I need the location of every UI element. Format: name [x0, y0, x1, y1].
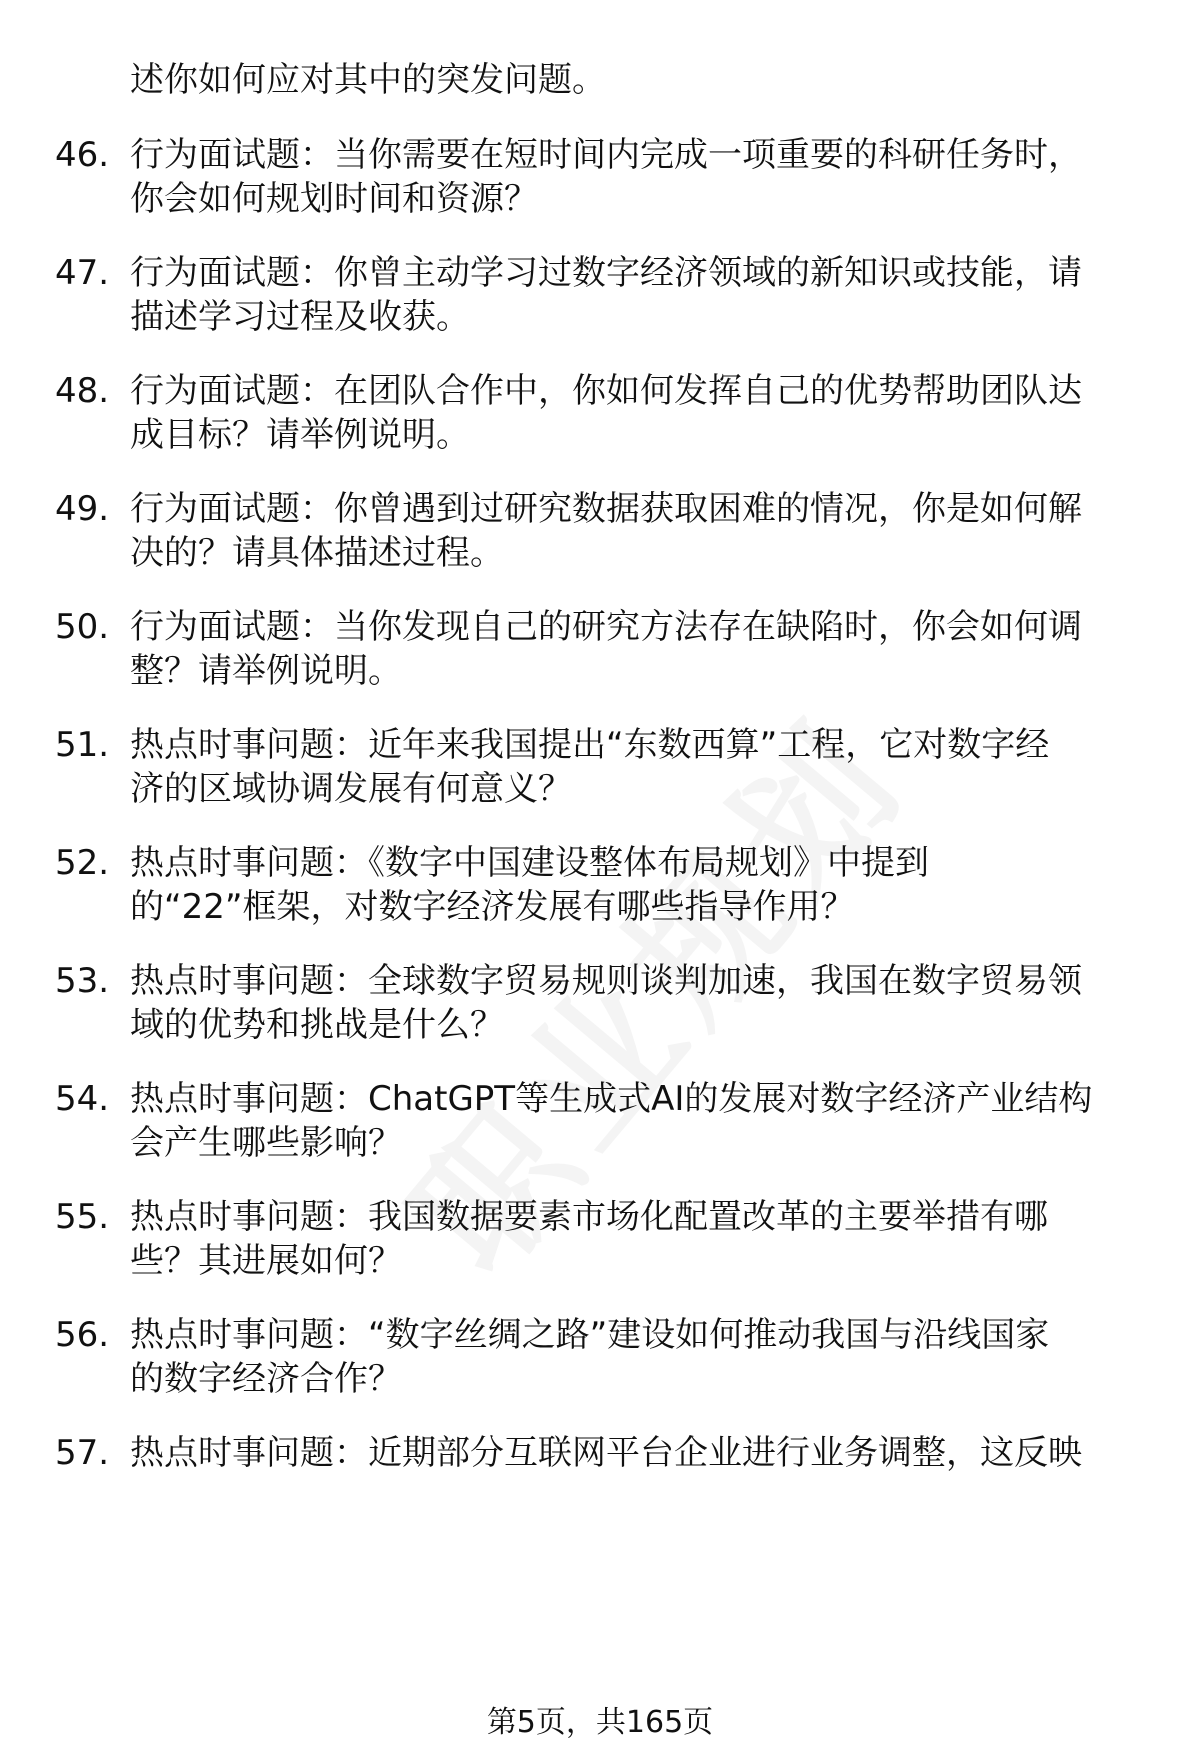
question-line: 热点时事问题：《数字中国建设整体布局规划》中提到	[130, 843, 929, 883]
question-line: 热点时事问题：“数字丝绸之路”建设如何推动我国与沿线国家	[130, 1315, 1050, 1355]
question-number: 49.	[55, 489, 110, 529]
question-number: 51.	[55, 725, 110, 765]
question-line: 行为面试题：当你需要在短时间内完成一项重要的科研任务时，	[130, 135, 1082, 175]
question-number: 57.	[55, 1433, 110, 1473]
question-number: 50.	[55, 607, 110, 647]
question-line: 热点时事问题：ChatGPT等生成式AI的发展对数字经济产业结构	[130, 1079, 1093, 1119]
continuation-line: 述你如何应对其中的突发问题。	[130, 60, 606, 100]
page-footer: 第5页，共165页	[486, 1705, 714, 1740]
question-line: 域的优势和挑战是什么？	[130, 1005, 504, 1045]
question-line: 会产生哪些影响？	[130, 1123, 402, 1163]
question-line: 描述学习过程及收获。	[130, 297, 470, 337]
question-number: 56.	[55, 1315, 110, 1355]
question-line: 行为面试题：你曾主动学习过数字经济领域的新知识或技能，请	[130, 253, 1082, 293]
question-line: 决的？请具体描述过程。	[130, 533, 504, 573]
question-line: 济的区域协调发展有何意义？	[130, 769, 572, 809]
question-number: 53.	[55, 961, 110, 1001]
question-line: 热点时事问题：全球数字贸易规则谈判加速，我国在数字贸易领	[130, 961, 1082, 1001]
question-number: 47.	[55, 253, 110, 293]
question-line: 的数字经济合作？	[130, 1359, 402, 1399]
question-number: 55.	[55, 1197, 110, 1237]
question-number: 46.	[55, 135, 110, 175]
question-line: 行为面试题：当你发现自己的研究方法存在缺陷时，你会如何调	[130, 607, 1082, 647]
question-line: 热点时事问题：近期部分互联网平台企业进行业务调整，这反映	[130, 1433, 1082, 1473]
question-line: 你会如何规划时间和资源？	[130, 179, 538, 219]
question-line: 成目标？请举例说明。	[130, 415, 470, 455]
question-number: 48.	[55, 371, 110, 411]
question-line: 些？其进展如何？	[130, 1241, 402, 1281]
question-line: 行为面试题：在团队合作中，你如何发挥自己的优势帮助团队达	[130, 371, 1082, 411]
question-line: 行为面试题：你曾遇到过研究数据获取困难的情况，你是如何解	[130, 489, 1082, 529]
question-number: 54.	[55, 1079, 110, 1119]
question-line: 热点时事问题：近年来我国提出“东数西算”工程，它对数字经	[130, 725, 1050, 765]
question-line: 整？请举例说明。	[130, 651, 402, 691]
question-line: 的“22”框架，对数字经济发展有哪些指导作用？	[130, 887, 855, 927]
question-line: 热点时事问题：我国数据要素市场化配置改革的主要举措有哪	[130, 1197, 1048, 1237]
question-number: 52.	[55, 843, 110, 883]
